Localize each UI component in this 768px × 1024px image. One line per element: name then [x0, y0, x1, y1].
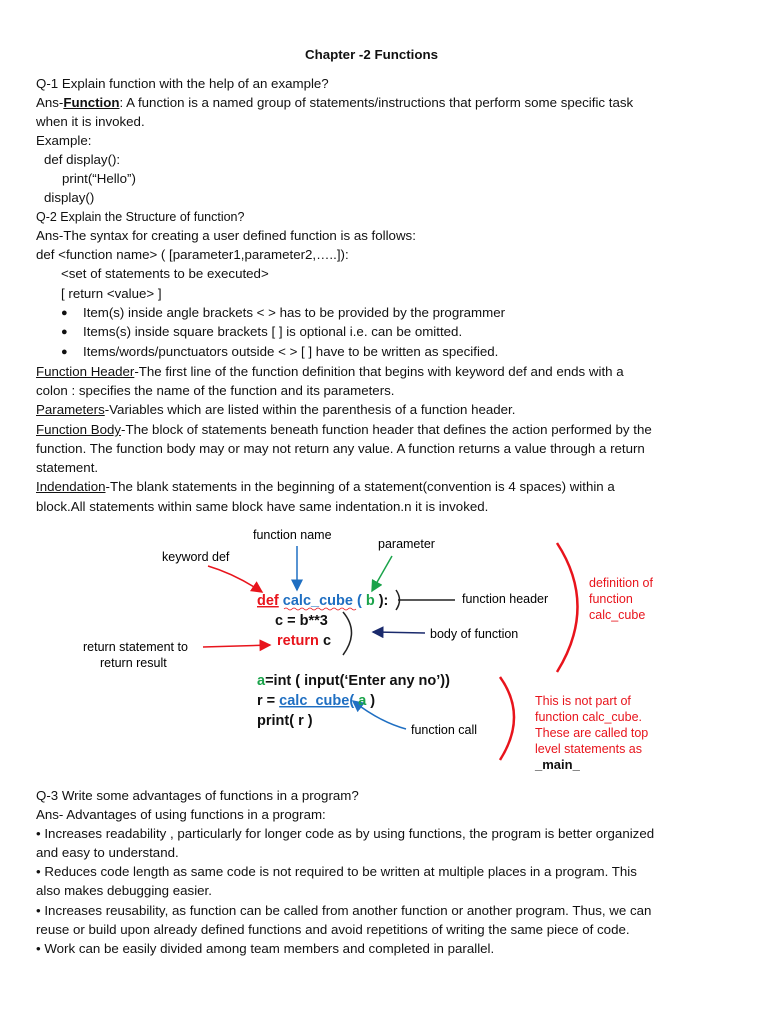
- top-level-brace: [500, 677, 514, 760]
- bullet-icon: ●: [61, 326, 68, 338]
- diagram-code-print-line: print( r ): [257, 713, 313, 729]
- function-body-def-line2: function. The function body may or may not return any value. A function returns a value through a return: [36, 441, 645, 456]
- q1-code-line: display(): [44, 190, 95, 205]
- q1-term: Function: [63, 95, 120, 110]
- definition-note: calc_cube: [589, 608, 646, 622]
- def-keyword: def: [257, 593, 279, 609]
- q2-syntax-line: [ return <value> ]: [61, 286, 162, 301]
- parameters-term: Parameters: [36, 402, 105, 417]
- q2-question: Q-2 Explain the Structure of function?: [36, 210, 245, 224]
- arrow-parameter: [372, 556, 392, 591]
- parameters-def: Parameters-Variables which are listed within the parenthesis of a function header.: [36, 402, 516, 417]
- main-label: _main_: [535, 757, 580, 772]
- function-body-def-line3: statement.: [36, 460, 99, 475]
- function-body-term: Function Body: [36, 422, 122, 437]
- label-function-name: function name: [253, 528, 332, 542]
- label-function-call: function call: [411, 723, 478, 737]
- top-level-note: level statements as: [535, 742, 642, 756]
- arrow-return: [203, 645, 270, 647]
- diagram-code-input-line: a=int ( input(‘Enter any no’)): [257, 673, 450, 689]
- q1-answer-line1: Ans-Function: A function is a named group of statements/instructions that perform some specific task: [36, 95, 634, 110]
- body-brace: [343, 612, 352, 655]
- label-return-result: return result: [100, 656, 167, 670]
- function-header-def: Function Header-The first line of the function definition that begins with keyword def and ends with a: [36, 364, 624, 379]
- label-function-header: function header: [462, 592, 549, 606]
- top-level-note: This is not part of: [535, 694, 631, 708]
- q3-answer-intro: Ans- Advantages of using functions in a program:: [36, 807, 326, 822]
- q1-question: Q-1 Explain function with the help of an example?: [36, 76, 329, 91]
- q3-point-line: reuse or build upon already defined functions and avoid repetitions of writing the same piece of code.: [36, 922, 630, 937]
- param-token: b: [365, 593, 375, 609]
- definition-brace: [557, 543, 578, 672]
- diagram-code-return: return c: [277, 633, 332, 649]
- q3-point-line: and easy to understand.: [36, 845, 179, 860]
- q1-code-line: print(“Hello”): [62, 171, 136, 186]
- indentation-def-line2: block.All statements within same block have same indentation.n it is invoked.: [36, 499, 489, 514]
- definition-note: function: [589, 592, 633, 606]
- function-header-term: Function Header: [36, 364, 135, 379]
- diagram-code-call-line: r = calc_cube( a ): [257, 693, 376, 709]
- diagram-code-def-line: def calc_cube ( b ):: [257, 593, 389, 609]
- top-level-note: These are called top: [535, 726, 649, 740]
- q3-point-line: • Increases reusability, as function can be called from another function or another program. Thus, we can: [36, 903, 652, 918]
- arrow-keyword-def: [208, 566, 262, 592]
- bullet-icon: ●: [61, 346, 68, 358]
- q2-bullet: Items/words/punctuators outside < > [ ] have to be written as specified.: [83, 344, 499, 359]
- diagram-code-body: c = b**3: [275, 613, 328, 629]
- q3-point-line: • Increases readability , particularly for longer code as by using functions, the program is better organized: [36, 826, 655, 841]
- q3-point-line: also makes debugging easier.: [36, 883, 212, 898]
- label-return-statement: return statement to: [83, 640, 188, 654]
- q3-point-line: • Reduces code length as same code is not required to be written at multiple places in a program. This: [36, 864, 637, 879]
- definition-note: definition of: [589, 576, 653, 590]
- function-name-token: calc_cube: [282, 593, 353, 609]
- q2-answer-intro: Ans-The syntax for creating a user defined function is as follows:: [36, 228, 416, 243]
- q3-question: Q-3 Write some advantages of functions in a program?: [36, 788, 359, 803]
- q1-code-line: def display():: [44, 152, 121, 167]
- function-body-def: Function Body-The block of statements beneath function header that defines the action performed by the: [36, 422, 652, 437]
- arrow-body-of-function: [373, 632, 425, 633]
- label-body-of-function: body of function: [430, 627, 519, 641]
- top-level-note: function calc_cube.: [535, 710, 643, 724]
- label-parameter: parameter: [378, 537, 435, 551]
- q2-syntax-line: <set of statements to be executed>: [61, 266, 269, 281]
- page-title: Chapter -2 Functions: [305, 47, 438, 62]
- indentation-term: Indendation: [36, 479, 106, 494]
- q2-bullet: Item(s) inside angle brackets < > has to be provided by the programmer: [83, 305, 506, 320]
- header-brace: [396, 590, 400, 610]
- function-header-def-line2: colon : specifies the name of the function and its parameters.: [36, 383, 395, 398]
- q3-point-line: • Work can be easily divided among team members and completed in parallel.: [36, 941, 495, 956]
- q1-answer-line2: when it is invoked.: [36, 114, 145, 129]
- q2-syntax-line: def <function name> ( [parameter1,parameter2,…..]):: [36, 247, 349, 262]
- function-structure-diagram: [0, 515, 768, 775]
- bullet-icon: ●: [61, 307, 68, 319]
- label-keyword-def: keyword def: [162, 550, 230, 564]
- q1-example-label: Example:: [36, 133, 92, 148]
- q2-bullet: Items(s) inside square brackets [ ] is optional i.e. can be omitted.: [83, 324, 463, 339]
- indentation-def: Indendation-The blank statements in the beginning of a statement(convention is 4 spaces) within a: [36, 479, 615, 494]
